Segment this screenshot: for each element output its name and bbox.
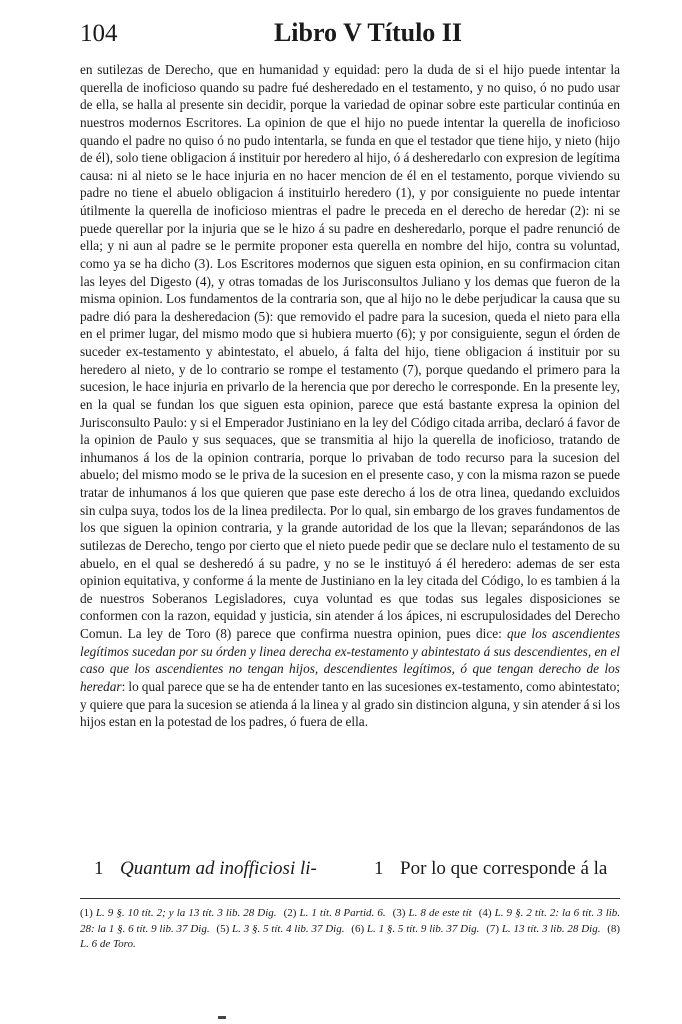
latin-column-text: Quantum ad inofficiosi li-	[120, 858, 317, 879]
running-title: Libro V Título II	[273, 18, 463, 47]
spanish-section-number: 1	[374, 858, 384, 879]
quoted-law-text: que los ascendientes legítimos sucedan por su órden y linea derecha ex-testamento y abintestato á sus descendientes, en el caso que los ascendientes no tengan hijos, descendientes legítimos, ó que tengan derecho de los heredar	[80, 626, 620, 694]
footnote-mark: (4)	[478, 907, 492, 919]
two-column-commentary-start	[80, 858, 620, 884]
footnote-mark: (7)	[486, 922, 500, 935]
footnote	[80, 907, 277, 919]
footnote-mark: (3)	[392, 907, 406, 919]
page-number: 104	[80, 20, 118, 47]
footnote-text: L. 13 tít. 3 lib. 28 Dig.	[501, 922, 601, 935]
latin-section-number: 1	[94, 858, 104, 879]
footnote-text: L. 1 tít. 8 Partid. 6.	[299, 907, 386, 919]
footnote-mark: (5)	[216, 922, 230, 935]
footnote-mark: (8)	[607, 922, 621, 935]
main-text: en sutilezas de Derecho, que en humanidad y equidad: pero la duda de si el hijo puede intentar la querella de inoficioso quando su padre fué desheredado en el testamento, y no quiso, ó no pudo usar de ella, se halla al presente sin decidir, porque la variedad de opinar sobre este particular continúa en nuestros modernos Escritores. La opinion de que el hijo no puede intentar la querella de inoficioso quando el padre no quiso ó no pudo intentarla, se funda en que el testador que tiene hijo, y nieto (hijo de él), solo tiene obligacion á instituir por heredero al hijo, ó á desheredarlo con expresion de legítima causa: ni al nieto se le hace injuria en no hacer mencion de él en el testamento, porque viviendo su padre no tiene el abuelo obligacion á instituirlo heredero (1), y por consiguiente no puede intentar útilmente la querella de inoficioso mientras el padre le preceda en el derecho de heredar (2): ni se puede querellar por la injuria que se le hizo á su padre en desheredarlo, porque el padre renunció de ella; y ni aun al padre se le permite proponer esta querella en nombre del hijo, contra su voluntad, como ya se ha dicho (3). Los Escritores modernos que siguen esta opinion, en su confirmacion citan las leyes del Digesto (4), y otras tomadas de los Jurisconsultos Juliano y los demas que fueron de la misma opinion. Los fundamentos de la contraria son, que al hijo no le debe perjudicar la causa que su padre dió para la desheredacion (5): que removido el padre para la sucesion, queda el nieto para ella en el primer lugar, del mismo modo que si hubiera muerto (6); y por consiguiente, segun el órden de suceder ex-testamento y abintestato, el abuelo, á falta del hijo, tiene obligacion á instituir por su heredero al nieto, y de lo contrario se rompe el testamento (7), porque quedando el primero para la sucesion, le hace injuria en privarlo de la herencia que por derecho le corresponde. En la presente ley, en la qual se fundan los que siguen esta opinion, parece que está bastante expresa la opinion del Jurisconsulto Paulo: y si el Emperador Justiniano en la ley del Código citada arriba, declaró á favor de la opinion de Paulo y sus sequaces, que se transmitia al hijo la querella de inoficioso, tratando de inhumanos á los de la opinion contraria, porque lo privaban de todo recurso para la sucesion del abuelo; del mismo modo se le priva de la sucesion en el presente caso, y con la misma razon se puede tratar de inhumanos á los que quieren que pase este derecho á los de otra linea, quedando excluidos sin culpa suya, todos los de la linea predilecta. Por lo qual, sin embargo de los graves fundamentos de los que siguen la opinion contraria, y la grande autoridad de los que la llevan; separándonos de las sutilezas de Derecho, tengo por cierto que el nieto puede pedir que se declare nulo el testamento de su abuelo, en el qual se desheredó á su padre, y no se le instituyó á él heredero: ademas de ser esta opinion equitativa, y conforme á la mente de Justiniano en la ley citada del Código, lo es tambien á la de nuestros Soberanos Legisladores, cuya voluntad es que todas sus legales disposiciones se conformen con la razon, equidad y justicia, sin atender á los ápices, ni escrupulosidades del Derecho Comun. La ley de Toro (8) parece que confirma nuestra opinion, pues dice:	[80, 62, 620, 641]
footnote	[216, 923, 344, 935]
footnotes	[80, 906, 620, 953]
footnote-text: L. 9 §. 2 tít. 2: la 6 tít. 3 lib. 28: la 1 §. 6 tít. 9 lib. 37 Dig.	[80, 907, 621, 935]
spanish-column	[360, 858, 620, 880]
footnote	[351, 923, 479, 935]
main-text-block	[80, 61, 620, 731]
footnote-text: L. 3 §. 5 tít. 4 lib. 37 Dig.	[232, 922, 345, 935]
page-header	[80, 18, 620, 52]
footnote-text: L. 6 de Toro.	[80, 938, 136, 950]
main-paragraph	[80, 61, 620, 731]
footnote	[393, 907, 472, 919]
footnote-text: L. 8 de este tít	[408, 907, 472, 919]
spanish-column-text: Por lo que corresponde á la	[400, 858, 608, 879]
printer-mark	[218, 1016, 226, 1019]
footnote-mark: (6)	[351, 922, 365, 935]
footnote-mark: (2)	[283, 907, 297, 919]
latin-column	[80, 858, 335, 880]
footnote-divider	[80, 898, 620, 899]
footnote-text: L. 1 §. 5 tít. 9 lib. 37 Dig.	[366, 922, 480, 935]
footnote	[284, 907, 386, 919]
closing-text: : lo qual parece que se ha de entender tanto en las sucesiones ex-testamento, como abintestato; y quiere que para la sucesion se atienda á la linea y al grado sin distincion alguna, y sin atender á si los hijos estan en la potestad de los padres, ó fuera de ella.	[80, 678, 620, 730]
footnote-text: L. 9 §. 10 tít. 2; y la 13 tít. 3 lib. 28 Dig.	[95, 907, 277, 919]
footnote-mark: (1)	[80, 907, 93, 919]
footnote	[486, 923, 600, 935]
